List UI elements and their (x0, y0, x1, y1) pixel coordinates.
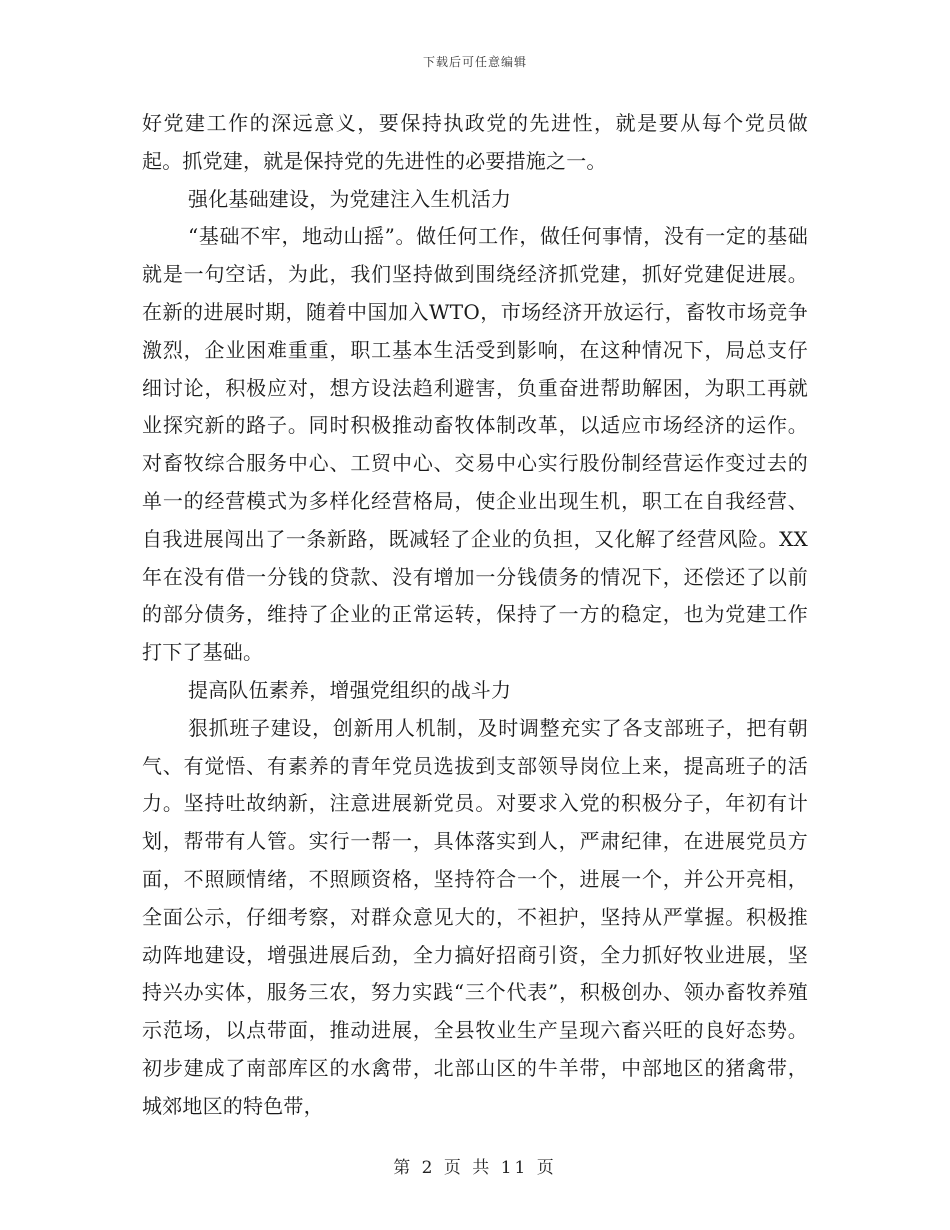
section-heading-team-quality: 提高队伍素养，增强党组织的战斗力 (188, 677, 512, 702)
page-header: 下载后可任意编辑 (422, 55, 527, 69)
section-heading-foundation: 强化基础建设，为党建注入生机活力 (188, 186, 512, 211)
paragraph-3: 狠抓班子建设，创新用人机制，及时调整充实了各支部班子，把有朝气、有觉悟、有素养的青年党员选拔到支部领导岗位上来，提高班子的活力。坚持吐故纳新，注意进展新党员。对要求入党的积极分子，年初有计划，帮带有人管。实行一帮一，具体落实到人，严肃纪律，在进展党员方面，不照顾情绪，不照顾资格，坚持符合一个，进展一个，并公开亮相，全面公示，仔细考察，对群众意见大的，不袒护，坚持从严掌握。积极推动阵地建设，增强进展后劲，全力搞好招商引资，全力抓好牧业进展，坚持兴办实体，服务三农，努力实践“三个代表”，积极创办、领办畜牧养殖示范场，以点带面，推动进展，全县牧业生产呈现六畜兴旺的良好态势。初步建成了南部库区的水禽带，北部山区的牛羊带，中部地区的猪禽带，城郊地区的特色带， (142, 715, 808, 1118)
document-body (142, 105, 808, 1126)
page-number-footer: 第 2 页 共 11 页 (393, 1158, 557, 1178)
paragraph-1: 好党建工作的深远意义，要保持执政党的先进性，就是要从每个党员做起。抓党建，就是保持党的先进性的必要措施之一。 (142, 111, 808, 173)
paragraph-2: “基础不牢，地动山摇”。做任何工作，做任何事情，没有一定的基础就是一句空话，为此，我们坚持做到围绕经济抓党建，抓好党建促进展。在新的进展时期，随着中国加入WTO，市场经济开放运行，畜牧市场竞争激烈，企业困难重重，职工基本生活受到影响，在这种情况下，局总支仔细讨论，积极应对，想方设法趋利避害，负重奋进帮助解困，为职工再就业探究新的路子。同时积极推动畜牧体制改革，以适应市场经济的运作。对畜牧综合服务中心、工贸中心、交易中心实行股份制经营运作变过去的单一的经营模式为多样化经营格局，使企业出现生机，职工在自我经营、自我进展闯出了一条新路，既减轻了企业的负担，又化解了经营风险。XX年在没有借一分钱的贷款、没有增加一分钱债务的情况下，还偿还了以前的部分债务，维持了企业的正常运转，保持了一方的稳定，也为党建工作打下了基础。 (142, 224, 808, 665)
